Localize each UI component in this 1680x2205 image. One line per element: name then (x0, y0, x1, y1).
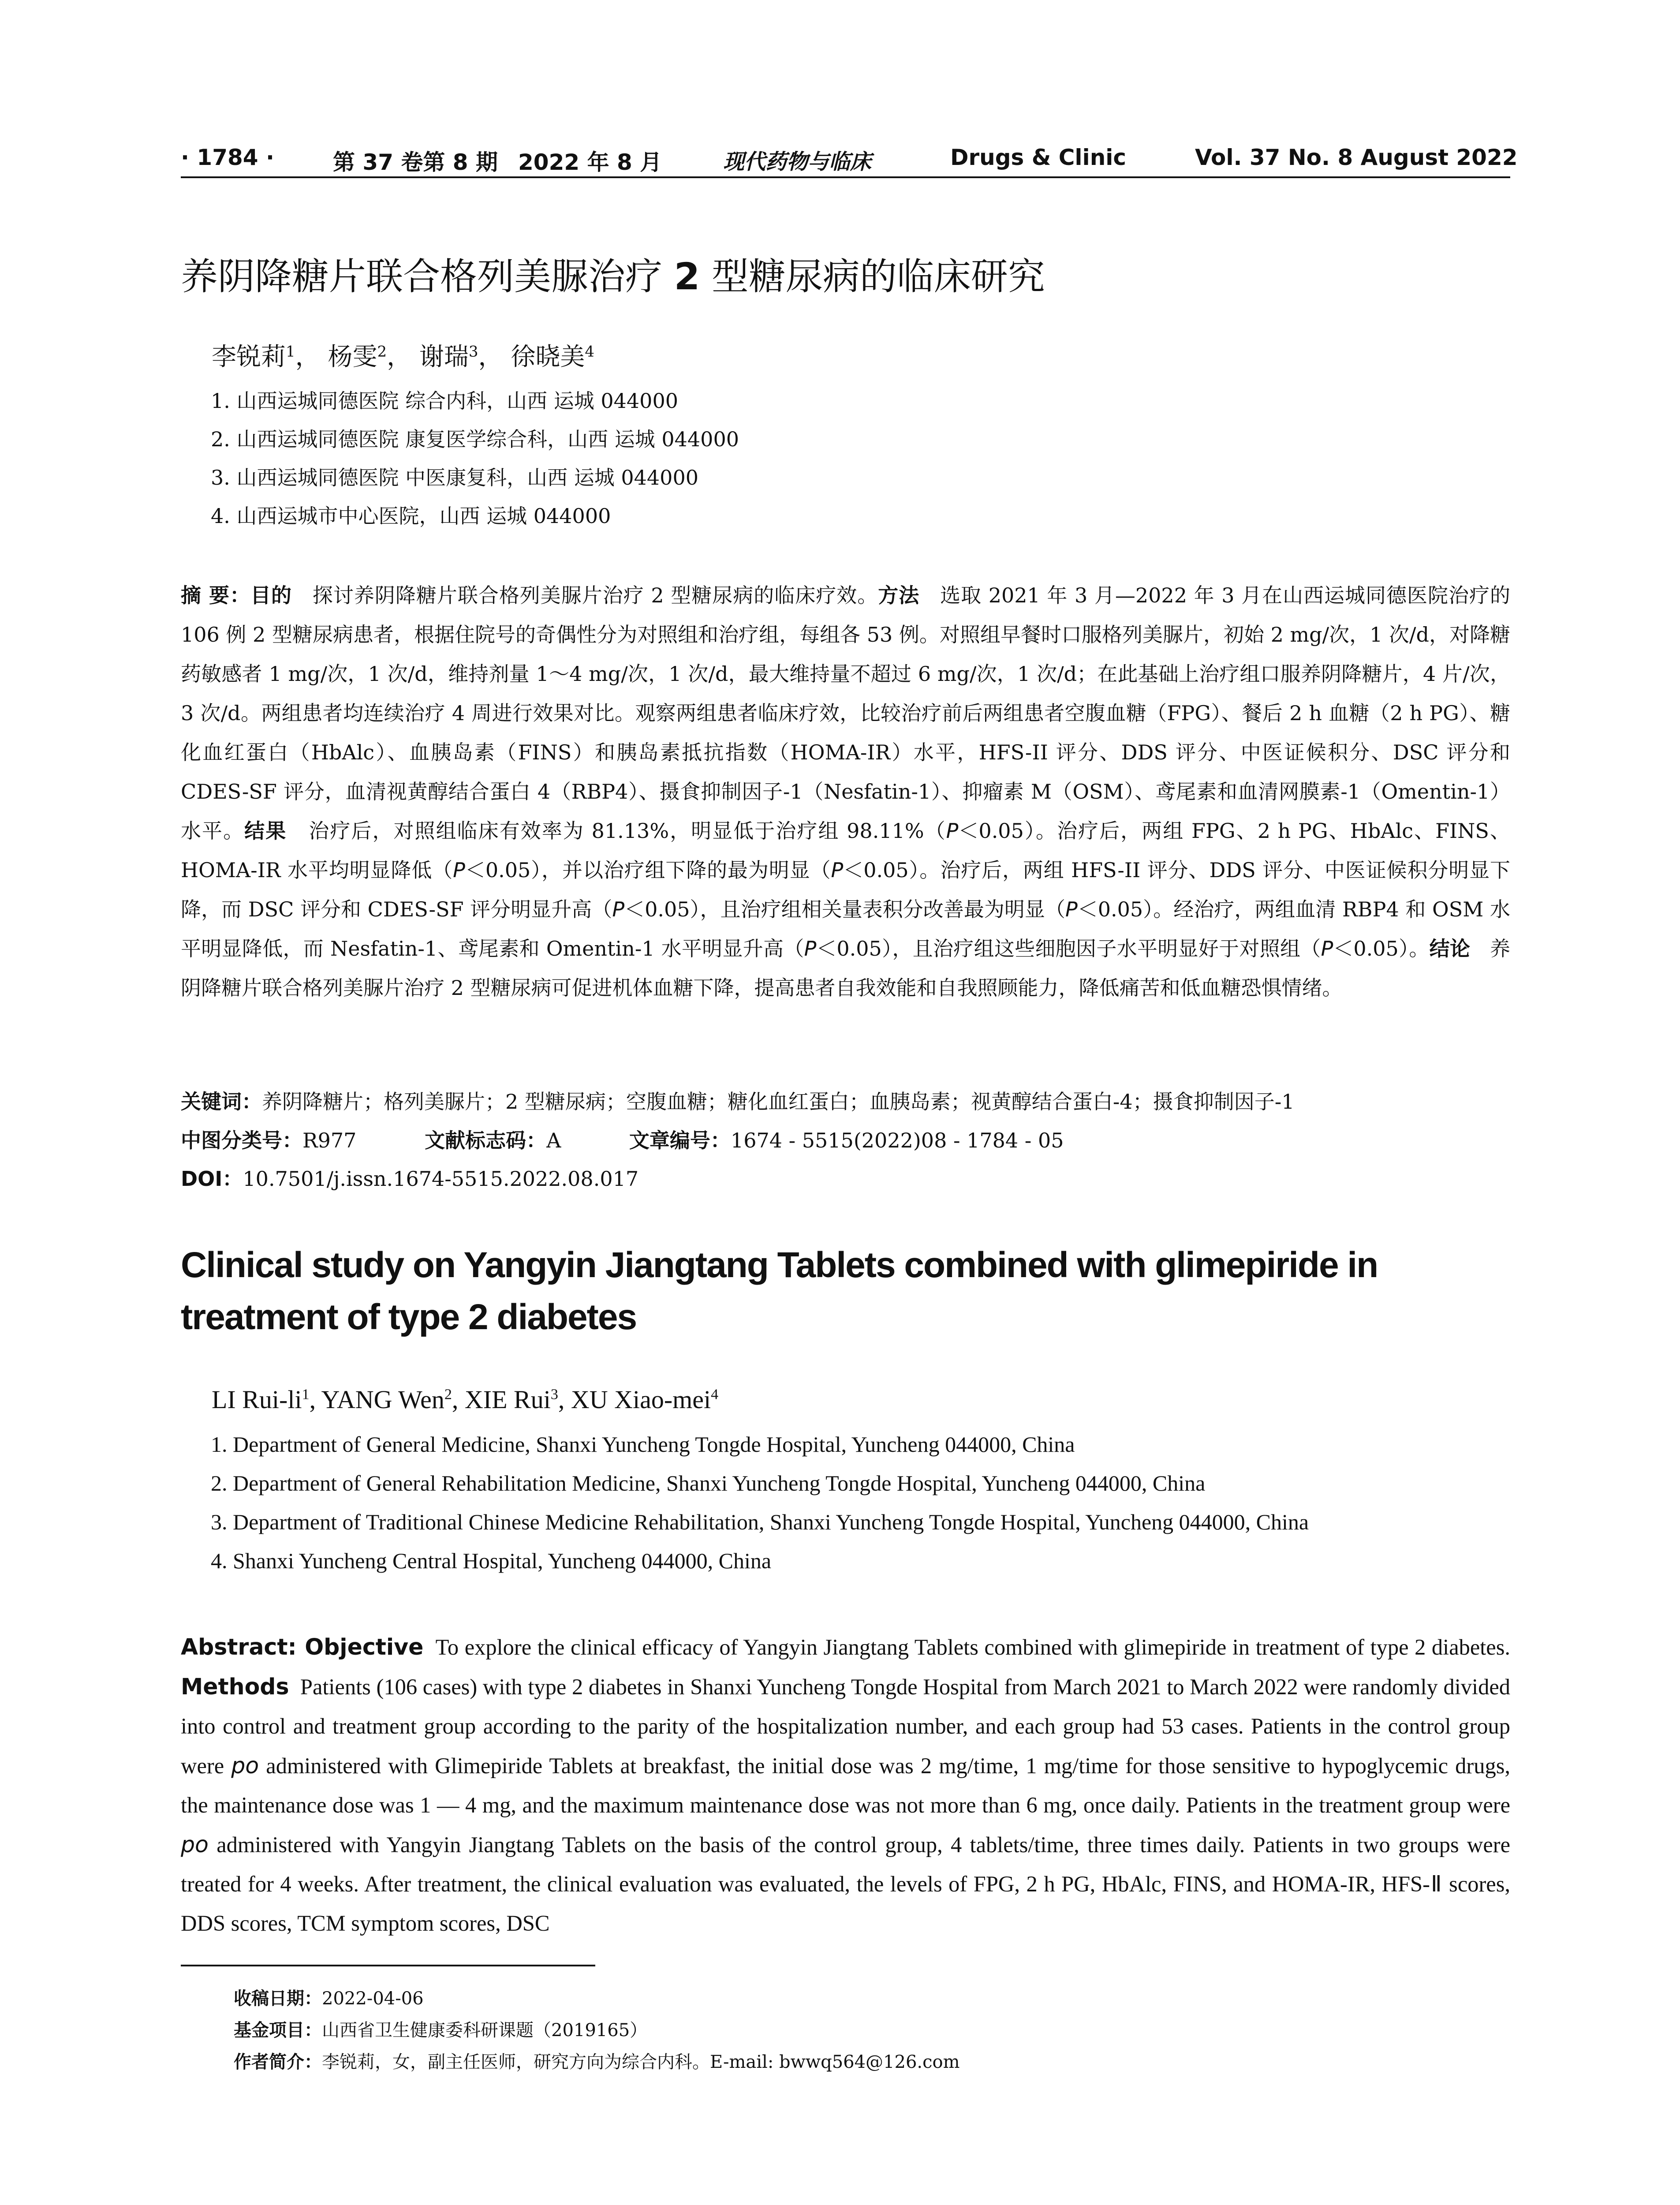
date-cn: 2022 年 8 月 (518, 149, 662, 175)
author: XU Xiao-mei (571, 1385, 711, 1414)
author: 李锐莉 (212, 343, 286, 371)
document-code: A (546, 1129, 561, 1152)
author: 徐晓美 (511, 343, 585, 371)
affiliation-en-2: 2. Department of General Rehabilitation Medicine, Shanxi Yuncheng Tongde Hospital, Yuncheng 044000, China (211, 1471, 1206, 1495)
title-en: Clinical study on Yangyin Jiangtang Tablets combined with glimepiride in treatment of type 2 diabetes (181, 1245, 1378, 1337)
doi: 10.7501/j.issn.1674-5515.2022.08.017 (243, 1167, 639, 1191)
affiliation-en-1: 1. Department of General Medicine, Shanxi Yuncheng Tongde Hospital, Yuncheng 044000, China (211, 1432, 1075, 1457)
author: XIE Rui (464, 1385, 551, 1414)
affiliation-cn-4: 4. 山西运城市中心医院，山西 运城 044000 (211, 504, 611, 528)
author: YANG Wen (321, 1385, 444, 1414)
keywords-cn: 关键词：养阴降糖片；格列美脲片；2 型糖尿病；空腹血糖；糖化血红蛋白；血胰岛素；视黄醇结合蛋白-4；摄食抑制因子-1 (181, 1090, 1295, 1114)
affiliation-cn-3: 3. 山西运城同德医院 中医康复科，山西 运城 044000 (211, 466, 698, 490)
classification-line: 中图分类号：R977 文献标志码：A 文章编号：1674 - 5515(2022)08 - 1784 - 05 (181, 1129, 1064, 1152)
author: 谢瑞 (419, 343, 469, 371)
fund-project: 基金项目：山西省卫生健康委科研课题（2019165） (234, 2020, 648, 2041)
affiliation-en-4: 4. Shanxi Yuncheng Central Hospital, Yuncheng 044000, China (211, 1548, 772, 1573)
received-date: 收稿日期：2022-04-06 (234, 1988, 424, 2009)
footnote-rule (181, 1965, 595, 1966)
journal-name-cn: 现代药物与临床 (723, 149, 872, 174)
abstract-label-cn: 摘 要： (181, 583, 250, 607)
authors-en: LI Rui-$li^1$, YANG Wen$^2$, XIE Rui$^3$, XU Xiao-mei$^4$ (212, 1385, 719, 1414)
journal-name-en: Drugs & Clinic (950, 145, 1127, 170)
clc-number: R977 (302, 1129, 357, 1152)
volume-cn: 第 37 卷第 8 期 (333, 149, 498, 175)
affiliation-cn-2: 2. 山西运城同德医院 康复医学综合科，山西 运城 044000 (211, 427, 739, 451)
running-header (181, 140, 1518, 180)
affiliation-cn-1: 1. 山西运城同德医院 综合内科，山西 运城 044000 (211, 389, 678, 413)
volume-en: Vol. 37 No. 8 August 2022 (1195, 145, 1518, 170)
page-number: · 1784 · (181, 145, 274, 170)
author: 杨雯 (328, 343, 377, 371)
header-rule (181, 176, 1510, 178)
abstract-en: Abstract: Objective To explore the clinical efficacy of Yangyin Jiangtang Tablets combined with glimepiride in treatment of type 2 diabetes. Methods Patients (106 cases) with type 2 diabetes in Shanxi Yuncheng Tongde Hospital from March 2021 to March 2022 were randomly divided into control and treatment group according to the parity of the hospitalization number, and each group had 53 cases. Patients in the control group were po administered with Glimepiride Tablets at breakfast, the initial dose was 2 mg/time, 1 mg/time for those sensitive to hypoglycemic drugs, the maintenance dose was 1 — 4 mg, and the maximum maintenance dose was not more than 6 mg, once daily. Patients in the treatment group were po administered with Yangyin Jiangtang Tablets on the basis of the control group, 4 tablets/time, three times daily. Patients in two groups were treated for 4 weeks. After treatment, the clinical evaluation was evaluated, the levels of FPG, 2 h PG, HbAlc, FINS, and HOMA-IR, HFS-Ⅱ scores, DDS scores, TCM symptom scores, DSC (181, 1634, 1511, 1936)
abstract-label-en: Abstract (181, 1634, 288, 1660)
affiliation-en-3: 3. Department of Traditional Chinese Medicine Rehabilitation, Shanxi Yuncheng Tongde Hospital, Yuncheng 044000, China (211, 1510, 1309, 1534)
authors-cn: 李锐莉$^1$， 杨雯$^2$， 谢瑞$^3$， 徐晓美$^4$ (212, 343, 594, 371)
author-bio: 作者简介：李锐莉，女，副主任医师，研究方向为综合内科。E-mail: bwwq564@126.com (234, 2052, 960, 2072)
article-number: 1674 - 5515(2022)08 - 1784 - 05 (730, 1129, 1064, 1152)
abstract-cn: 摘 要：目的 探讨养阴降糖片联合格列美脲片治疗 2 型糖尿病的临床疗效。方法 选取 2021 年 3 月—2022 年 3 月在山西运城同德医院治疗的 106 例 2 型糖尿病患者，根据住院号的奇偶性分为对照组和治疗组，每组各 53 例。对照组早餐时口服格列美脲片，初始 2 mg/次，1 次/d，对降糖药敏感者 1 mg/次，1 次/d，维持剂量 1～4 mg/次，1 次/d，最大维持量不超过 6 mg/次，1 次/d；在此基础上治疗组口服养阴降糖片，4 片/次，3 次/d。两组患者均连续治疗 4 周进行效果对比。观察两组患者临床疗效，比较治疗前后两组患者空腹血糖（FPG）、餐后 2 h 血糖（2 h PG）、糖化血红蛋白（HbAlc）、血胰岛素（FINS）和胰岛素抵抗指数（HOMA-IR）水平，HFS-II 评分、DDS 评分、中医证候积分、DSC 评分和 CDES-SF 评分，血清视黄醇结合蛋白 4（RBP4）、摄食抑制因子-1（Nesfatin-1）、抑瘤素 M（OSM）、鸢尾素和血清网膜素-1（Omentin-1）水平。结果 治疗后，对照组临床有效率为 81.13%，明显低于治疗组 98.11%（P＜0.05）。治疗后，两组 FPG、2 h PG、HbAlc、FINS、HOMA-IR 水平均明显降低（P＜0.05），并以治疗组下降的最为明显（P＜0.05）。治疗后，两组 HFS-II 评分、DDS 评分、中医证候积分明显下降，而 DSC 评分和 CDES-SF 评分明显升高（P＜0.05），且治疗组相关量表积分改善最为明显（P＜0.05）。经治疗，两组血清 RBP4 和 OSM 水平明显降低，而 Nesfatin-1、鸢尾素和 Omentin-1 水平明显升高（P＜0.05），且治疗组这些细胞因子水平明显好于对照组（P＜0.05）。结论 养阴降糖片联合格列美脲片治疗 2 型糖尿病可促进机体血糖下降，提高患者自我效能和自我照顾能力，降低痛苦和低血糖恐惧情绪。 (181, 583, 1511, 1000)
title-cn: 养阴降糖片联合格列美脲治疗 2 型糖尿病的临床研究 (181, 255, 1045, 298)
doi-line: DOI：10.7501/j.issn.1674-5515.2022.08.017 (181, 1167, 639, 1191)
author: LI Rui-li (212, 1385, 302, 1414)
